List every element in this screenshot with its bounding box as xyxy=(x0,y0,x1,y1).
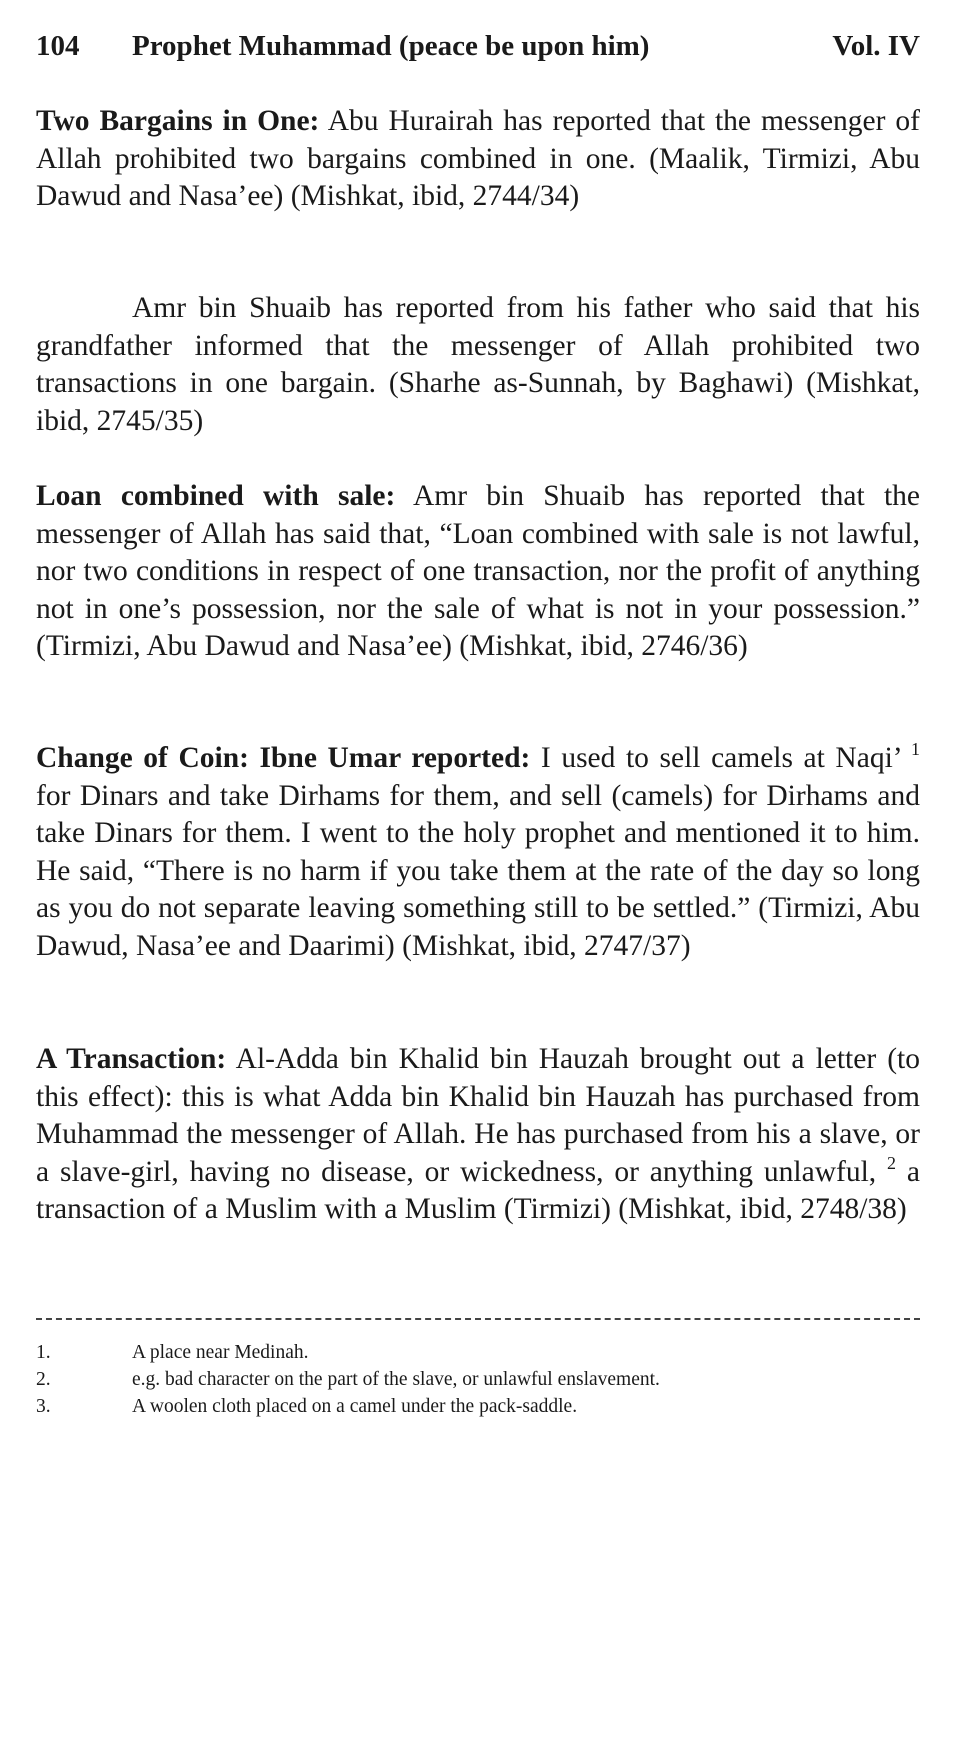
running-header xyxy=(36,26,920,66)
paragraph-a-transaction xyxy=(36,1041,920,1229)
book-title: Prophet Muhammad (peace be upon him) xyxy=(132,30,650,62)
paragraph-loan-combined xyxy=(36,478,920,666)
footnote-number: 3. xyxy=(36,1396,51,1417)
footnote-number: 2. xyxy=(36,1369,51,1390)
paragraph-heading: Two Bargains in One: xyxy=(36,105,320,137)
footnote-number: 1. xyxy=(36,1342,51,1363)
paragraph-text-continued: a transaction of a Muslim with a Muslim (Tirmizi) (Mishkat, ibid, 2748/38) xyxy=(36,1155,921,1225)
paragraph-text: Amr bin Shuaib has reported from his father who said that his grandfather informed that the messenger of Allah prohibited two transactions in one bargain. (Sharhe as-Sunnah, by Baghawi) (Mishkat, ibid, 2745/35) xyxy=(36,292,920,437)
page-number: 104 xyxy=(36,30,80,62)
paragraph-change-of-coin xyxy=(36,740,920,965)
footnote-text: A woolen cloth placed on a camel under the pack-saddle. xyxy=(132,1396,578,1417)
footnote-ref-1[interactable]: 1 xyxy=(911,739,920,759)
paragraph-heading: A Transaction: xyxy=(36,1043,227,1075)
paragraph-text: I used to sell camels at Naqi’ xyxy=(530,742,911,774)
footnote-ref-2[interactable]: 2 xyxy=(887,1152,897,1173)
paragraph-heading: Loan combined with sale: xyxy=(36,480,396,512)
paragraph-text: Abu Hurairah has reported that the messenger of Allah prohibited two bargains combined in one. (Maalik, Tirmizi, Abu Dawud and Nasa’ee) (Mishkat, ibid, 2744/34) xyxy=(36,105,921,212)
paragraph-text: Amr bin Shuaib has reported that the messenger of Allah has said that, “Loan combined with sale is not lawful, nor two conditions in respect of one transaction, nor the profit of anything not in one’s possession, nor the sale of what is not in your possession.” (Tirmizi, Abu Dawud and Nasa’ee) (Mishkat, ibid, 2746/36) xyxy=(36,480,921,662)
footnote-divider xyxy=(36,1318,920,1320)
paragraph-amr-bin-shuaib xyxy=(36,290,920,440)
paragraph-text: Al-Adda bin Khalid bin Hauzah brought out a letter (to this effect): this is what Adda bin Khalid bin Hauzah has purchased from Muhammad the messenger of Allah. He has purchased from his a slave, or a slave-girl, having no disease, or wickedness, or anything unlawful, xyxy=(36,1043,920,1188)
footnote-text: A place near Medinah. xyxy=(132,1342,309,1363)
volume-label: Vol. IV xyxy=(832,30,920,62)
paragraph-text-continued: for Dinars and take Dirhams for them, and sell (camels) for Dirhams and take Dinars for them. I went to the holy prophet and mentioned it to him. He said, “There is no harm if you take them at the rate of the day so long as you do not separate leaving something still to be settled.” (Tirmizi, Abu Dawud, Nasa’ee and Daarimi) (Mishkat, ibid, 2747/37) xyxy=(36,779,920,962)
footnote-text: e.g. bad character on the part of the slave, or unlawful enslavement. xyxy=(132,1369,660,1390)
paragraph-heading: Change of Coin: Ibne Umar reported: xyxy=(36,742,531,774)
paragraph-two-bargains xyxy=(36,103,920,216)
